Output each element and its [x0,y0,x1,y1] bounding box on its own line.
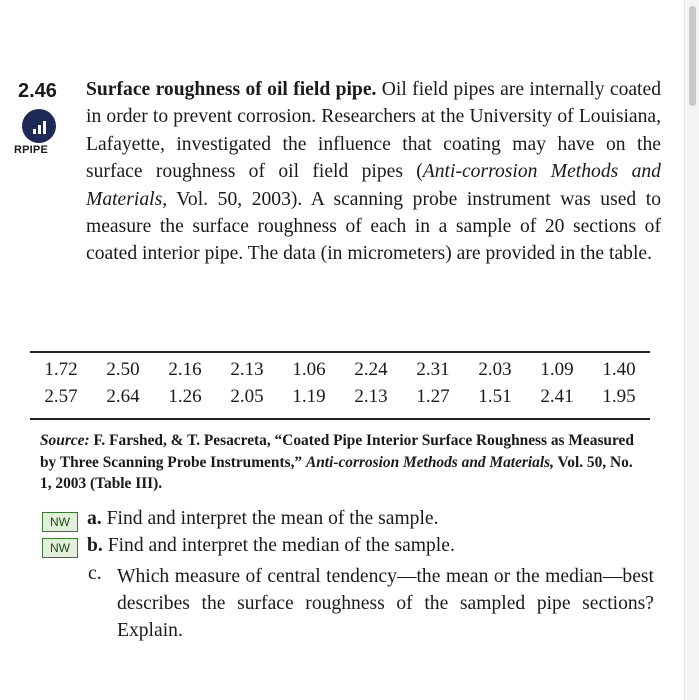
table-cell: 2.50 [106,358,140,380]
table-cell: 2.16 [168,358,202,380]
nw-badge-a: NW [42,512,78,532]
table-cell: 2.05 [230,385,264,407]
table-cell: 1.40 [602,358,636,380]
table-cell: 2.03 [478,358,512,380]
question-a [87,508,439,530]
journal-reference: Anti-corrosion Methods and Materials, [86,161,661,210]
table-cell: 2.31 [416,358,450,380]
table-cell: 1.27 [416,385,450,407]
question-b-letter: b. [87,535,103,556]
scrollbar-thumb[interactable] [689,6,696,106]
question-b-text: Find and interpret the median of the sample. [107,535,455,556]
table-cell: 2.13 [354,385,388,407]
source-label: Source: [40,432,90,449]
table-row [30,383,650,410]
table-cell: 2.13 [230,358,264,380]
table-cell: 1.06 [292,358,326,380]
table-cell: 2.64 [106,385,140,407]
question-a-letter: a. [87,508,102,529]
table-cell: 2.24 [354,358,388,380]
exercise-number: 2.46 [18,80,57,102]
table-cell: 1.19 [292,385,326,407]
problem-body-2: Vol. 50, 2003). A scanning probe instrument was used to measure the surface roughness of each in a sample of 20 sections of coated interior pipe. The data (in micrometers) are provided in the table. [86,188,661,265]
question-c-letter: c. [88,563,102,584]
table-cell: 2.41 [540,385,574,407]
source-details: Vol. 50, No. 1, 2003 (Table III). [40,453,633,492]
table-row [30,356,650,383]
data-table [30,356,650,410]
question-c-text: Which measure of central tendency—the mean or the median—best describes the surface roughness of the sampled pipe sections? Explain. [117,566,654,641]
table-bottom-rule [30,418,650,420]
table-cell: 1.26 [168,385,202,407]
source-citation [40,430,648,495]
source-journal: Anti-corrosion Methods and Materials, [305,453,554,471]
bar-chart-icon [22,109,56,143]
question-b [87,535,455,557]
vertical-scrollbar[interactable] [684,0,699,700]
table-cell: 2.57 [44,385,78,407]
table-cell: 1.95 [602,385,636,407]
table-cell: 1.72 [44,358,78,380]
source-authors: F. Farshed, & T. Pesacreta, “Coated Pipe Interior Surface Roughness as Measured by Three Scanning Probe Instruments,” [40,432,634,471]
data-file-label: RPIPE [14,144,49,156]
problem-title: Surface roughness of oil field pipe. [86,79,377,100]
question-a-text: Find and interpret the mean of the sample. [106,508,439,529]
nw-badge-b: NW [42,538,78,558]
problem-statement [86,76,661,268]
table-cell: 1.09 [540,358,574,380]
problem-body-1: Oil field pipes are internally coated in order to prevent corrosion. Researchers at the University of Louisiana, Lafayette, investigated the influence that coating may have on the surface roughness of oil field pipes ( [86,79,661,183]
table-cell: 1.51 [478,385,512,407]
table-top-rule [30,351,650,353]
